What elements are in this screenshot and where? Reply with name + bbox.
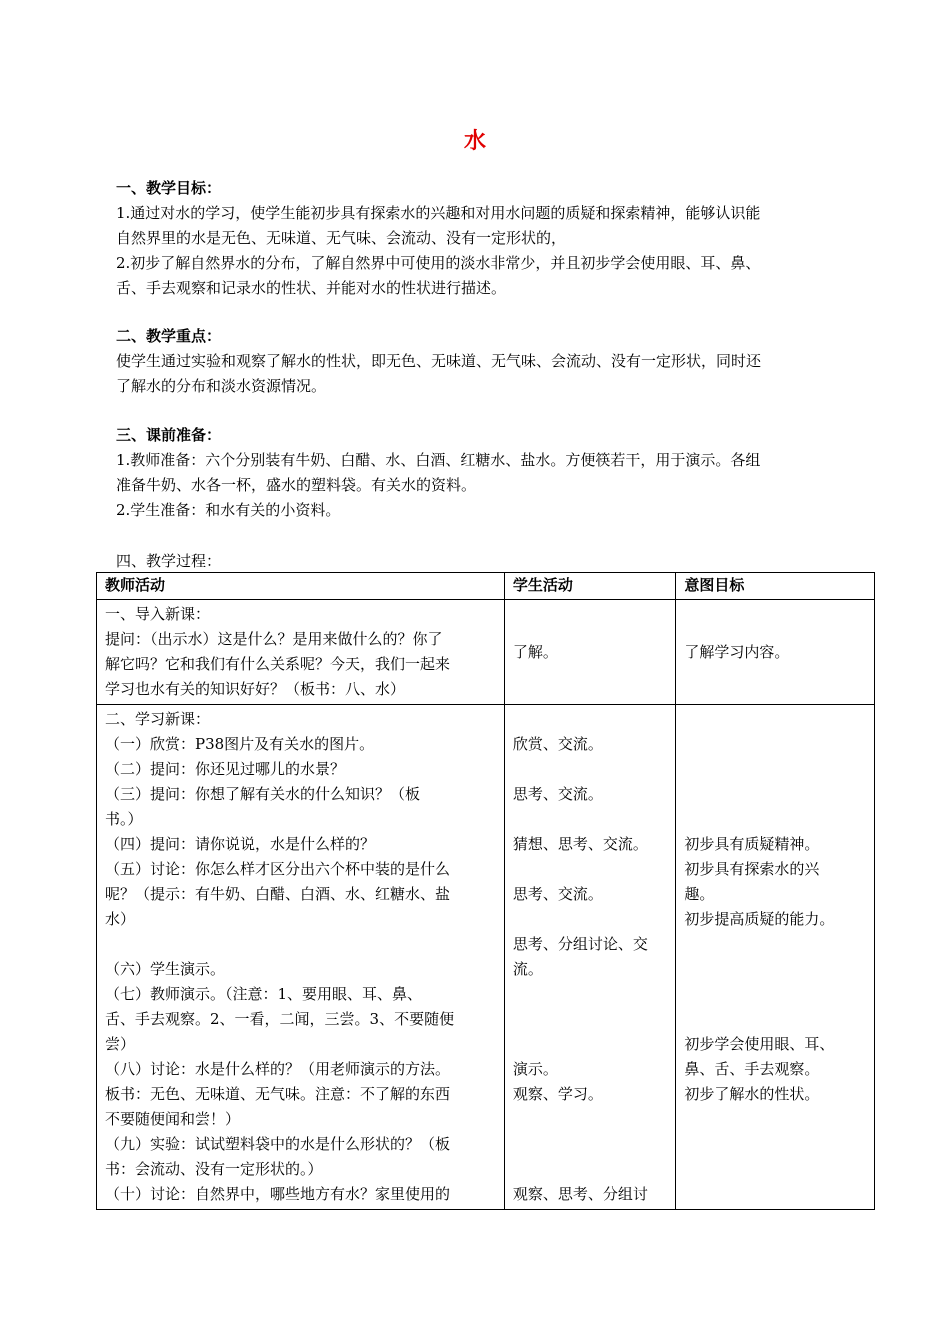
cell-line: 水） bbox=[105, 910, 136, 928]
cell-line: 一、导入新课： bbox=[105, 605, 211, 623]
cell-line: （一）欣赏：P38图片及有关水的图片。 bbox=[105, 735, 375, 753]
cell-line: （九）实验：试试塑料袋中的水是什么形状的？（板 bbox=[105, 1135, 451, 1153]
cell-line: 趣。 bbox=[684, 885, 715, 903]
cell-line: （二）提问：你还见过哪儿的水景？ bbox=[105, 760, 346, 778]
cell-line: （十）讨论：自然界中，哪些地方有水？家里使用的 bbox=[105, 1185, 451, 1203]
section-heading: 三、课前准备： bbox=[116, 426, 222, 444]
cell-line: 学习也水有关的知识好好？（板书：八、水） bbox=[105, 680, 406, 698]
student-activity-cell: 了解。 bbox=[504, 600, 676, 705]
cell-line: 思考、交流。 bbox=[512, 785, 603, 803]
intent-goal-cell bbox=[676, 705, 875, 1210]
cell-line: 流。 bbox=[512, 960, 543, 978]
cell-line: （三）提问：你想了解有关水的什么知识？（板 bbox=[105, 785, 421, 803]
section-heading: 二、教学重点： bbox=[116, 327, 222, 345]
paragraph-line: 2.初步了解自然界水的分布，了解自然界中可使用的淡水非常少，并且初步学会使用眼、耳、鼻、 bbox=[116, 254, 761, 272]
cell-line: 呢？（提示：有牛奶、白醋、白酒、水、红糖水、盐 bbox=[105, 885, 451, 903]
cell-line: 初步具有质疑精神。 bbox=[684, 835, 820, 853]
header-intent-goal: 意图目标 bbox=[676, 573, 875, 600]
header-teacher-activity: 教师活动 bbox=[97, 573, 505, 600]
paragraph-line: 准备牛奶、水各一杯，盛水的塑料袋。有关水的资料。 bbox=[116, 476, 477, 494]
paragraph-line: 了解水的分布和淡水资源情况。 bbox=[116, 377, 327, 395]
table-header-row bbox=[97, 573, 875, 600]
section-preparation bbox=[116, 423, 856, 523]
paragraph-line: 使学生通过实验和观察了解水的性状，即无色、无味道、无气味、会流动、没有一定形状，同时还 bbox=[116, 352, 762, 370]
cell-line: 板书：无色、无味道、无气味。注意：不了解的东西 bbox=[105, 1085, 451, 1103]
paragraph-line: 1.通过对水的学习，使学生能初步具有探索水的兴趣和对用水问题的质疑和探索精神，能够认识能 bbox=[116, 204, 761, 222]
cell-line: 初步具有探索水的兴 bbox=[684, 860, 820, 878]
paragraph-line: 1.教师准备：六个分别装有牛奶、白醋、水、白酒、红糖水、盐水。方便筷若干，用于演示。各组 bbox=[116, 451, 761, 469]
header-student-activity: 学生活动 bbox=[504, 573, 676, 600]
teacher-activity-cell bbox=[97, 600, 505, 705]
table-row bbox=[97, 600, 875, 705]
process-table bbox=[96, 572, 875, 1210]
cell-line: （六）学生演示。 bbox=[105, 960, 226, 978]
cell-line: 初步提高质疑的能力。 bbox=[684, 910, 835, 928]
process-title: 四、教学过程： bbox=[116, 552, 222, 570]
cell-line: 观察、学习。 bbox=[512, 1085, 603, 1103]
paragraph-line: 舌、手去观察和记录水的性状、并能对水的性状进行描述。 bbox=[116, 279, 507, 297]
section-heading: 一、教学目标： bbox=[116, 179, 222, 197]
cell-line: （八）讨论：水是什么样的？（用老师演示的方法。 bbox=[105, 1060, 451, 1078]
table-row bbox=[97, 705, 875, 1210]
cell-line: （四）提问：请你说说，水是什么样的？ bbox=[105, 835, 376, 853]
cell-line: 思考、交流。 bbox=[512, 885, 603, 903]
section-key-points bbox=[116, 324, 856, 399]
teacher-activity-cell bbox=[97, 705, 505, 1210]
cell-line: 舌、手去观察。2、一看，二闻，三尝。3、不要随便 bbox=[105, 1010, 455, 1028]
student-activity-cell bbox=[504, 705, 676, 1210]
paragraph-line: 自然界里的水是无色、无味道、无气味、会流动、没有一定形状的， bbox=[116, 229, 567, 247]
cell-line: （七）教师演示。（注意：1、要用眼、耳、鼻、 bbox=[105, 985, 423, 1003]
cell-line: 二、学习新课： bbox=[105, 710, 211, 728]
cell-line: 书：会流动、没有一定形状的。） bbox=[105, 1160, 323, 1178]
cell-line: 初步了解水的性状。 bbox=[684, 1085, 820, 1103]
cell-line: （五）讨论：你怎么样才区分出六个杯中装的是什么 bbox=[105, 860, 451, 878]
intent-goal-cell: 了解学习内容。 bbox=[676, 600, 875, 705]
cell-line: 提问：（出示水）这是什么？是用来做什么的？你了 bbox=[105, 630, 443, 648]
cell-line: 演示。 bbox=[512, 1060, 558, 1078]
cell-line: 不要随便闻和尝！） bbox=[105, 1110, 241, 1128]
section-teaching-goals bbox=[116, 176, 856, 301]
page-title: 水 bbox=[463, 128, 486, 154]
paragraph-line: 2.学生准备：和水有关的小资料。 bbox=[116, 501, 341, 519]
cell-line: 观察、思考、分组讨 bbox=[512, 1185, 648, 1203]
cell-line: 鼻、舌、手去观察。 bbox=[684, 1060, 820, 1078]
cell-line bbox=[105, 932, 496, 957]
cell-line: 书。） bbox=[105, 810, 143, 828]
cell-line: 思考、分组讨论、交 bbox=[512, 935, 648, 953]
cell-line: 尝） bbox=[105, 1035, 136, 1053]
cell-line: 初步学会使用眼、耳、 bbox=[684, 1035, 835, 1053]
cell-line: 猜想、思考、交流。 bbox=[512, 835, 648, 853]
cell-line: 欣赏、交流。 bbox=[512, 735, 603, 753]
cell-line: 解它吗？它和我们有什么关系呢？今天，我们一起来 bbox=[105, 655, 451, 673]
